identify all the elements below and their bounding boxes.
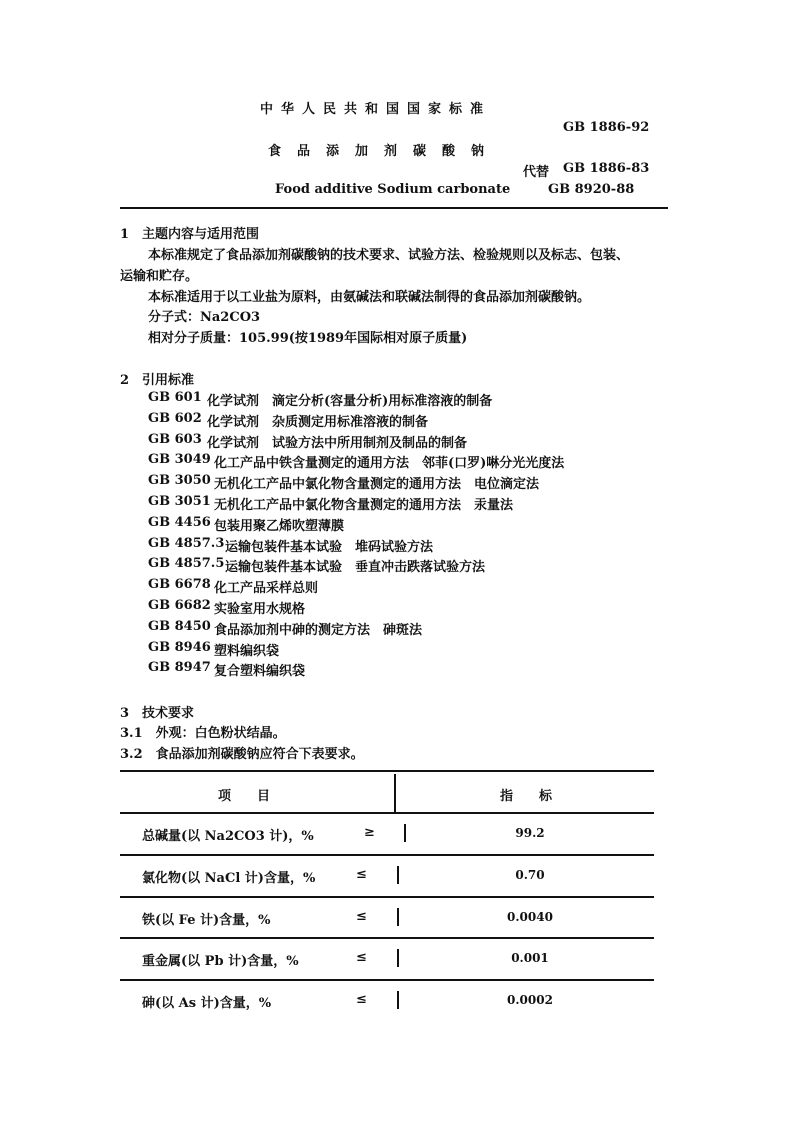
section-3-heading: 3 技术要求 bbox=[120, 706, 195, 721]
reference-code: GB 8947 bbox=[148, 660, 211, 676]
spec-operator: ≤ bbox=[356, 992, 367, 1007]
reference-code: GB 4857.5 bbox=[148, 556, 225, 572]
table-column-divider bbox=[397, 949, 399, 967]
standard-title: 中华人民共和国国家标准 bbox=[260, 102, 492, 117]
section-1-heading: 1 主题内容与适用范围 bbox=[120, 227, 260, 242]
spec-item-label: 铁(以 Fe 计)含量，% bbox=[142, 913, 271, 928]
reference-code: GB 602 bbox=[148, 410, 202, 426]
spec-item-label: 氯化物(以 NaCl 计)含量，% bbox=[142, 871, 316, 886]
standard-number: GB 1886-92 bbox=[563, 120, 650, 135]
spec-operator: ≤ bbox=[356, 950, 367, 965]
spec-item-label: 重金属(以 Pb 计)含量，% bbox=[142, 954, 299, 969]
reference-title: 复合塑料编织袋 bbox=[214, 664, 306, 680]
table-column-divider bbox=[397, 866, 399, 884]
reference-title: 化工产品中铁含量测定的通用方法 邻菲(口罗)啉分光光度法 bbox=[214, 456, 565, 472]
spec-operator: ≤ bbox=[356, 909, 367, 924]
table-row-rule bbox=[120, 854, 654, 856]
spec-operator: ≤ bbox=[356, 867, 367, 882]
reference-code: GB 3051 bbox=[148, 494, 211, 509]
table-row-rule bbox=[120, 896, 654, 898]
table-row-rule bbox=[120, 979, 654, 981]
table-row-rule bbox=[120, 812, 654, 814]
reference-title: 无机化工产品中氯化物含量测定的通用方法 汞量法 bbox=[214, 498, 514, 513]
reference-code: GB 6678 bbox=[148, 577, 211, 593]
reference-title: 包装用聚乙烯吹塑薄膜 bbox=[214, 518, 345, 534]
spec-value: 0.0040 bbox=[507, 910, 553, 924]
reference-title: 化学试剂 试验方法中所用制剂及制品的制备 bbox=[207, 435, 468, 451]
section-3-item-1: 3.1 外观：白色粉状结晶。 bbox=[120, 726, 286, 741]
reference-code: GB 4857.3 bbox=[148, 535, 225, 551]
table-header-index: 指 标 bbox=[500, 789, 553, 804]
reference-code: GB 603 bbox=[148, 431, 202, 447]
product-name: 食品添加剂碳酸钠 bbox=[268, 144, 501, 159]
spec-value: 0.70 bbox=[515, 868, 545, 882]
table-top-rule bbox=[120, 770, 654, 772]
reference-title: 化工产品采样总则 bbox=[214, 581, 319, 597]
table-header-divider bbox=[394, 774, 396, 812]
spec-value: 0.0002 bbox=[507, 993, 553, 1007]
table-row-rule bbox=[120, 937, 654, 939]
molecular-formula: 分子式：Na2CO3 bbox=[148, 310, 261, 325]
reference-code: GB 8946 bbox=[148, 639, 211, 655]
section-3-item-2: 3.2 食品添加剂碳酸钠应符合下表要求。 bbox=[120, 747, 364, 762]
spec-item-label: 砷(以 As 计)含量，% bbox=[142, 996, 272, 1011]
reference-code: GB 601 bbox=[148, 390, 202, 405]
table-column-divider bbox=[404, 824, 406, 842]
section-2-heading: 2 引用标准 bbox=[120, 373, 195, 388]
replace-label: 代替 bbox=[523, 165, 550, 180]
section-1-para-1b: 运输和贮存。 bbox=[120, 269, 199, 284]
reference-code: GB 6682 bbox=[148, 598, 211, 613]
reference-title: 实验室用水规格 bbox=[214, 602, 306, 617]
table-header-item: 项 目 bbox=[218, 789, 271, 804]
reference-code: GB 8450 bbox=[148, 618, 211, 634]
reference-title: 运输包装件基本试验 垂直冲击跌落试验方法 bbox=[225, 560, 486, 576]
reference-title: 化学试剂 滴定分析(容量分析)用标准溶液的制备 bbox=[207, 394, 493, 409]
replaced-standard-1: GB 1886-83 bbox=[563, 161, 650, 176]
spec-item-label: 总碱量(以 Na2CO3 计)，% bbox=[142, 829, 314, 844]
header-divider bbox=[120, 207, 668, 209]
reference-title: 化学试剂 杂质测定用标准溶液的制备 bbox=[207, 414, 429, 430]
reference-code: GB 3049 bbox=[148, 452, 211, 468]
spec-operator: ≥ bbox=[364, 825, 375, 840]
reference-title: 无机化工产品中氯化物含量测定的通用方法 电位滴定法 bbox=[214, 477, 540, 493]
reference-title: 运输包装件基本试验 堆码试验方法 bbox=[225, 539, 434, 555]
reference-title: 塑料编织袋 bbox=[214, 643, 280, 659]
section-1-para-2: 本标准适用于以工业盐为原料，由氨碱法和联碱法制得的食品添加剂碳酸钠。 bbox=[148, 290, 591, 305]
spec-value: 0.001 bbox=[511, 951, 549, 965]
table-column-divider bbox=[397, 908, 399, 926]
reference-code: GB 4456 bbox=[148, 514, 211, 530]
section-1-para-1a: 本标准规定了食品添加剂碳酸钠的技术要求、试验方法、检验规则以及标志、包装、 bbox=[148, 248, 630, 263]
spec-value: 99.2 bbox=[515, 826, 545, 840]
molecular-mass: 相对分子质量：105.99(按1989年国际相对原子质量) bbox=[148, 331, 468, 346]
reference-title: 食品添加剂中砷的测定方法 砷斑法 bbox=[214, 622, 423, 638]
english-title: Food additive Sodium carbonate bbox=[275, 182, 511, 197]
reference-code: GB 3050 bbox=[148, 473, 211, 489]
table-column-divider bbox=[397, 991, 399, 1009]
replaced-standard-2: GB 8920-88 bbox=[548, 182, 635, 197]
